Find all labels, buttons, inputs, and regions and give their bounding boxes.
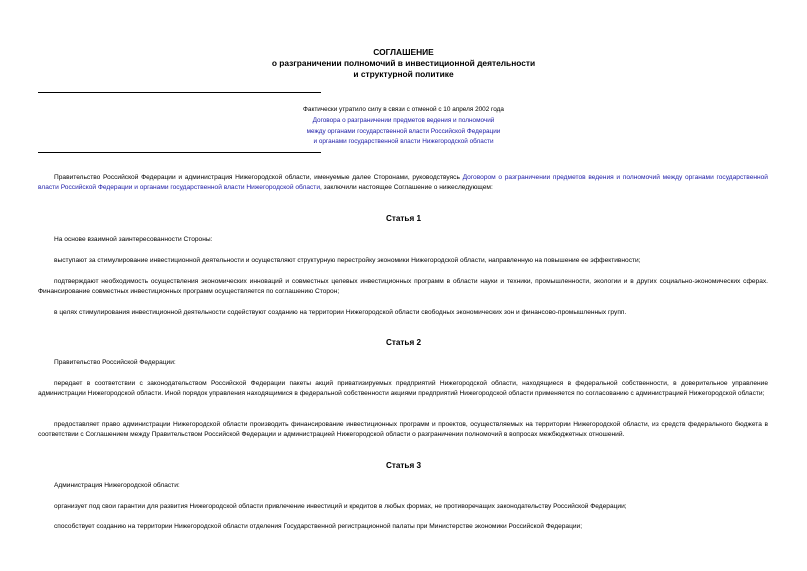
preamble-paragraph: [38, 173, 768, 194]
article-3-heading: Статья 3: [385, 461, 422, 470]
article-1-paragraph: в целях стимулирования инвестиционной деятельности содействуют созданию на территории Нижегородской области свободных экономических зон и финансово-промышленных групп.: [54, 309, 627, 316]
status-link-line-3[interactable]: и органами государственной власти Нижегородской области: [313, 138, 494, 146]
preamble-text-end: , заключили настоящее Соглашение о нижеследующем:: [320, 184, 493, 192]
document-title: [0, 47, 807, 80]
article-1-paragraph: выступают за стимулирование инвестиционной деятельности и осуществляют структурную перестройку экономики Нижегородской области, направленную на повышение ее эффективности;: [54, 257, 641, 264]
preamble-text: Правительство Российской Федерации и администрация Нижегородской области, именуемые далее Сторонами, руководствуясь: [54, 174, 463, 181]
article-1-paragraph: подтверждают необходимость осуществления экономических инноваций и совместных целевых инвестиционных программ в области науки и техники, промышленности, экологии и в других социально-экономических сферах. Финансирование совместных инвестиционных программ осуществляется по соглашению Сторон;: [38, 278, 768, 296]
article-2-paragraph: передает в соответствии с законодательством Российской Федерации пакеты акций приватизируемых предприятий Нижегородской области, находящиеся в федеральной собственности, в доверительное управление администрации Нижегородской области. Иной порядок управления находящимися в федеральной собственности акциями предприятий Нижегородской области применяется по согласованию с администрацией Нижегородской области;: [38, 380, 768, 398]
article-3-paragraph: способствует созданию на территории Нижегородской области отделения Государственной регистрационной палаты при Министерстве экономики Российской Федерации;: [54, 523, 583, 530]
article-3-paragraph: организует под свои гарантии для развития Нижегородской области привлечение инвестиций и кредитов в любых формах, не противоречащих законодательству Российской Федерации;: [54, 503, 627, 510]
status-link-line-2[interactable]: между органами государственной власти Российской Федерации: [306, 127, 501, 135]
article-2-paragraph: предоставляет право администрации Нижегородской области производить финансирование инвестиционных программ и проектов, осуществляемых на территории Нижегородской области, из средств федерального бюджета в соответствии с Соглашением между Правительством Российской Федерации и администрацией Нижегородской области о разграничении полномочий в вопросах межбюджетных отношений.: [38, 421, 768, 439]
article-3-paragraph: Администрация Нижегородской области:: [54, 482, 180, 489]
preamble-treaty-link[interactable]: Договором о разграничении предметов ведения и полномочий между органами государственной власти Российской Федерации и органами государственной власти Нижегородской области: [38, 174, 768, 192]
status-text: Фактически утратило силу в связи с отменой с 10 апреля 2002 года: [303, 106, 504, 113]
title-line-1: СОГЛАШЕНИЕ: [373, 47, 434, 57]
article-2-heading: Статья 2: [385, 338, 422, 347]
status-note: [250, 105, 557, 148]
article-1-paragraph: На основе взаимной заинтересованности Стороны:: [54, 236, 213, 243]
title-line-2: о разграничении полномочий в инвестиционной деятельности: [271, 58, 536, 68]
article-1-heading: Статья 1: [385, 214, 422, 223]
article-2-paragraph: Правительство Российской Федерации:: [54, 359, 176, 366]
title-line-3: и структурной политике: [353, 69, 454, 79]
top-divider: [38, 92, 321, 93]
bottom-divider: [38, 152, 321, 153]
status-link-line-1[interactable]: Договора о разграничении предметов ведения и полномочий: [312, 116, 495, 124]
